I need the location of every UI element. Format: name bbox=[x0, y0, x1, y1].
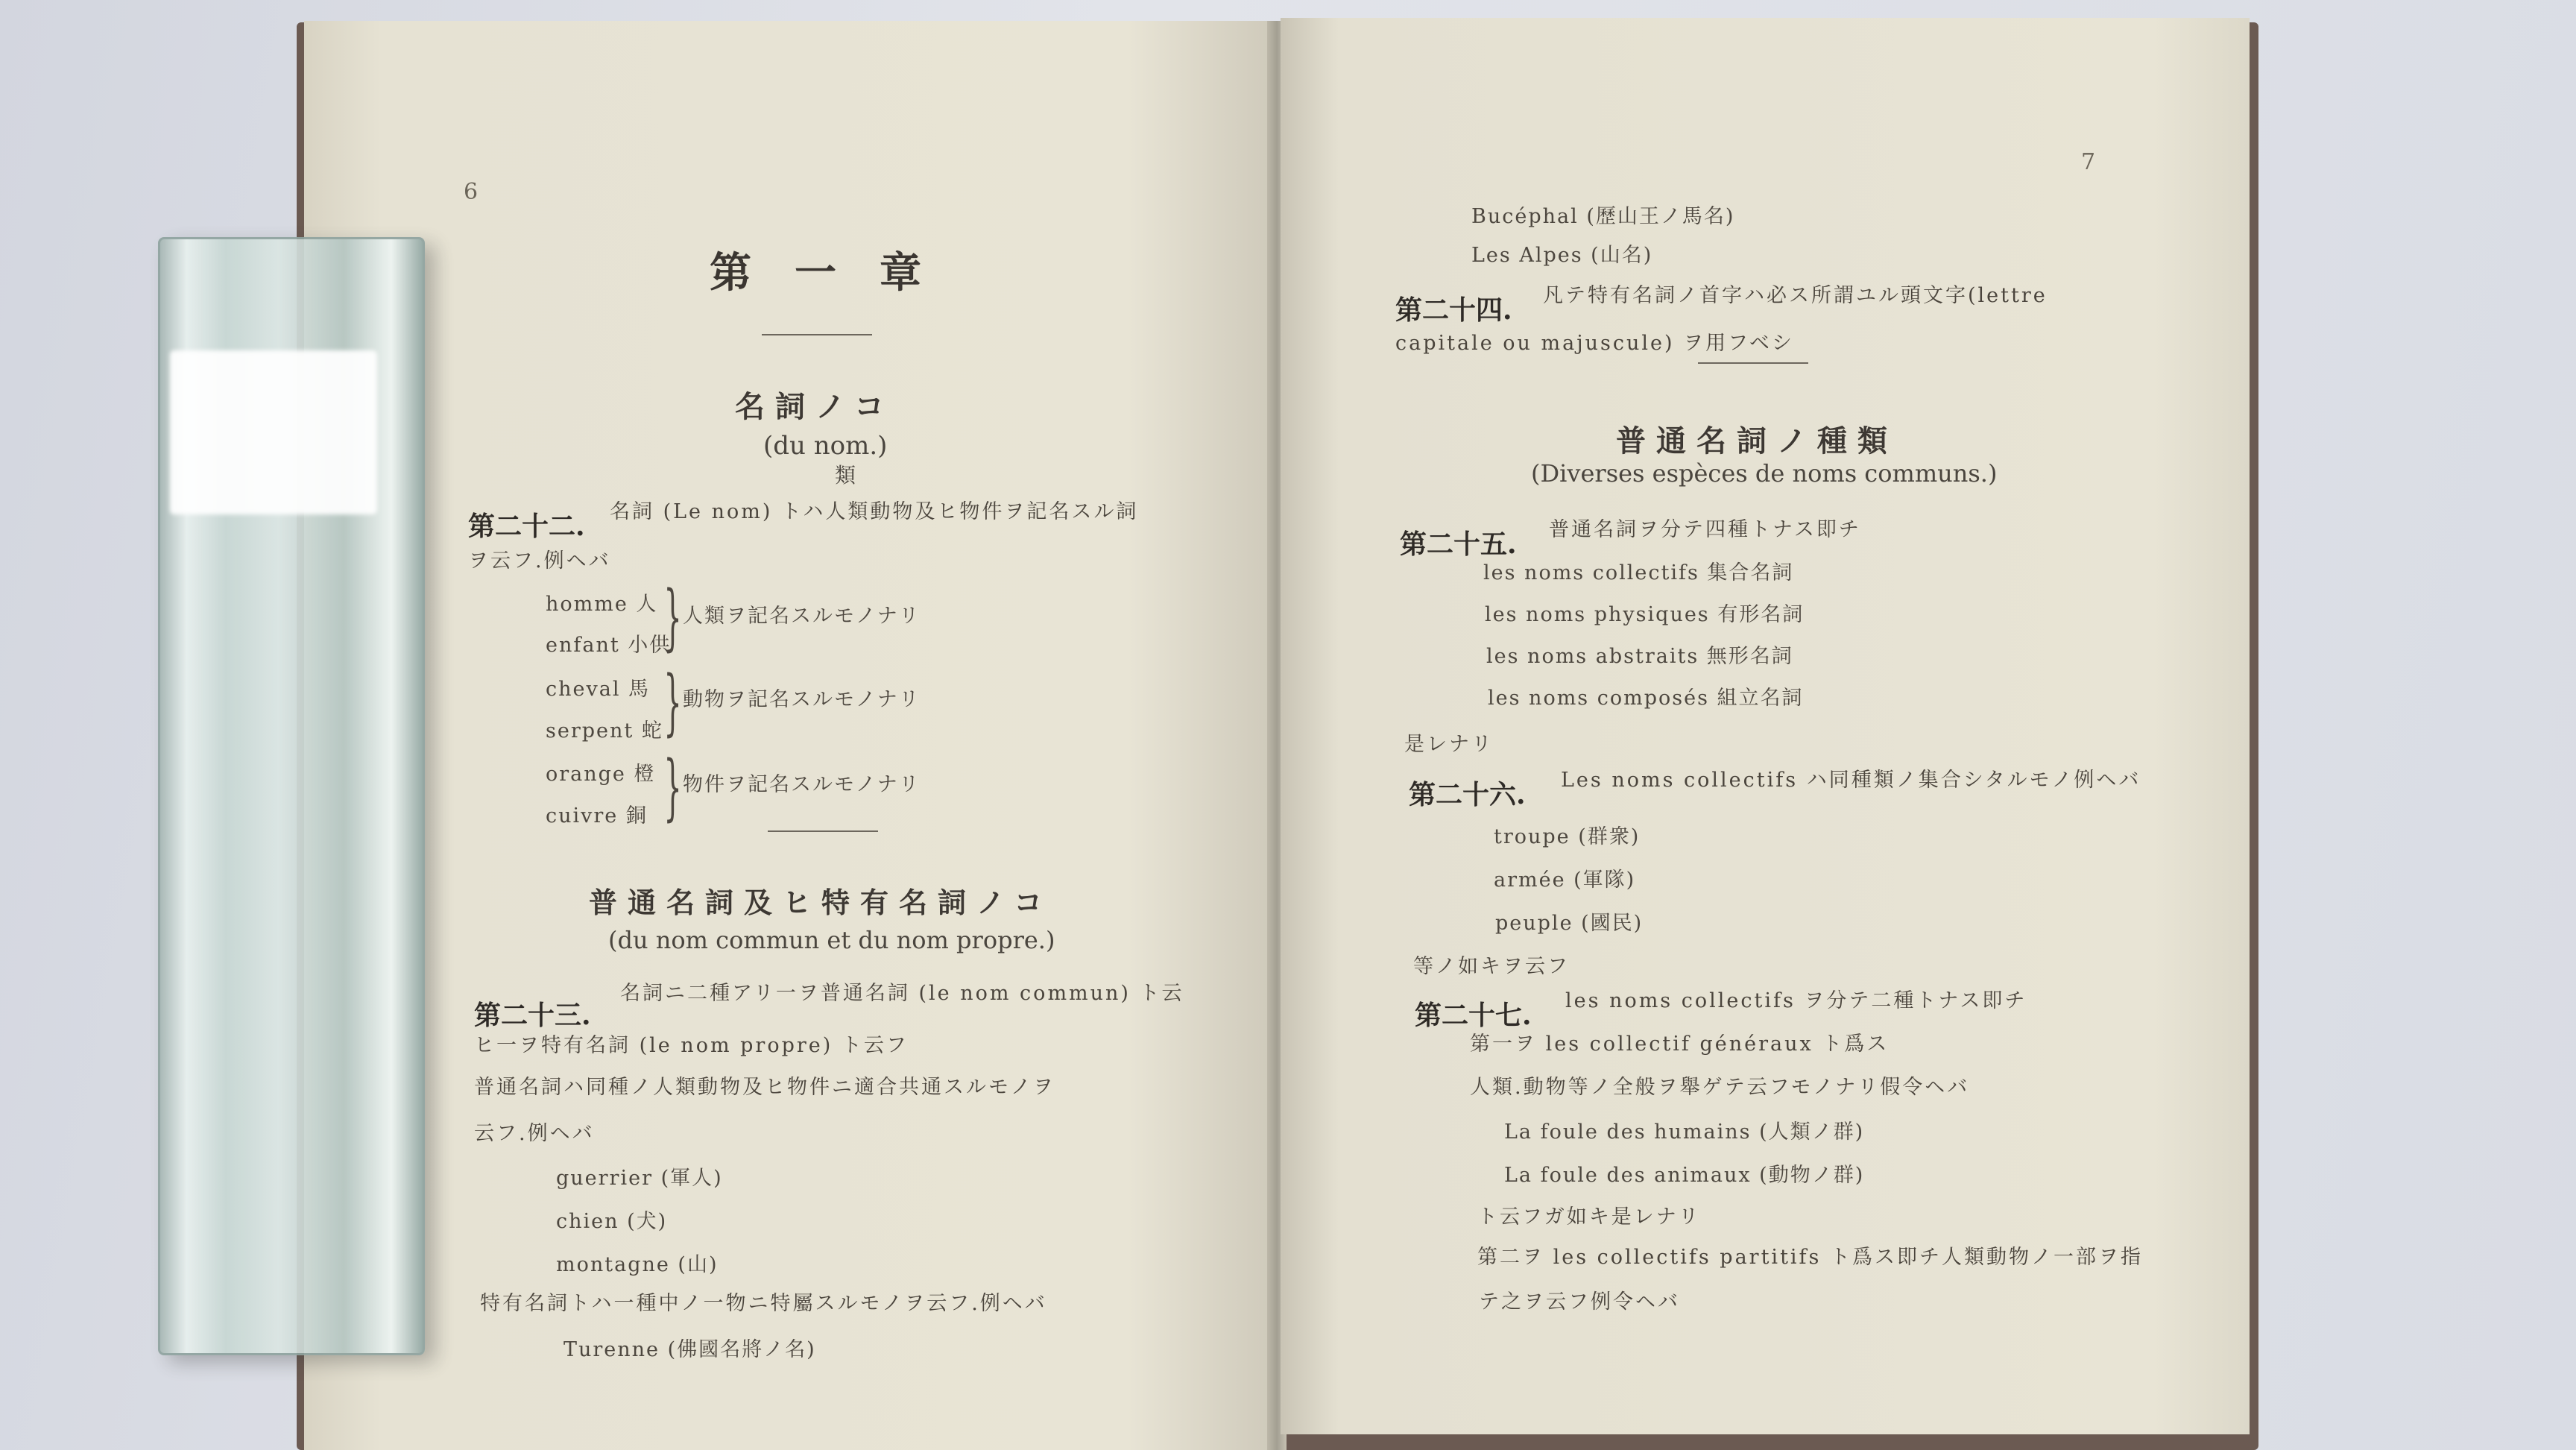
divider bbox=[1698, 362, 1808, 364]
list-item: les noms collectifs 集合名詞 bbox=[1483, 561, 1794, 584]
list-item: les noms composés 組立名詞 bbox=[1488, 687, 1804, 710]
paragraph-number: 第二十二. bbox=[468, 511, 585, 542]
group-description: 人類ヲ記名スルモノナリ bbox=[683, 605, 921, 628]
paragraph-text: les noms collectifs ヲ分テ二種トナス即チ bbox=[1565, 989, 2027, 1012]
paragraph-text: 第二ヲ les collectifs partitifs ト爲ス即チ人類動物ノ一部ヲ指 bbox=[1477, 1246, 2143, 1269]
example-word: Les Alpes (山名) bbox=[1471, 244, 1653, 267]
brace-symbol: } bbox=[663, 576, 682, 659]
paragraph-text: 名詞ニ二種アリ一ヲ普通名詞 (le nom commun) ト云 bbox=[620, 982, 1184, 1005]
list-item: les noms physiques 有形名詞 bbox=[1485, 603, 1805, 626]
paragraph-number: 第二十三. bbox=[474, 1000, 591, 1031]
example-word: chien (犬) bbox=[556, 1210, 668, 1233]
paragraph-text: Les noms collectifs ハ同種類ノ集合シタルモノ例ヘバ bbox=[1561, 769, 2141, 792]
section-subtitle: (Diverses espèces de noms communs.) bbox=[1531, 459, 1998, 488]
paragraph-text: 云フ.例ヘバ bbox=[474, 1122, 595, 1145]
section-subtitle: (du nom commun et du nom propre.) bbox=[608, 926, 1055, 954]
paragraph-text: ヒ一ヲ特有名詞 (le nom propre) ト云フ bbox=[474, 1034, 909, 1057]
divider bbox=[762, 334, 872, 335]
paragraph-text: 人類.動物等ノ全般ヲ舉ゲテ云フモノナリ假令ヘバ bbox=[1470, 1076, 1970, 1099]
paragraph-number: 第二十四. bbox=[1395, 294, 1512, 326]
paragraph-text: capitale ou majuscule) ヲ用フベシ bbox=[1395, 332, 1794, 355]
paragraph-text: 第一ヲ les collectif généraux ト爲ス bbox=[1470, 1033, 1890, 1056]
example-word: La foule des humains (人類ノ群) bbox=[1504, 1120, 1865, 1144]
paragraph-text: 名詞 (Le nom) トハ人類動物及ヒ物件ヲ記名スル詞 bbox=[610, 500, 1139, 523]
paragraph-text: 普通名詞ヲ分テ四種トナス即チ bbox=[1549, 518, 1861, 541]
group-description: 物件ヲ記名スルモノナリ bbox=[683, 773, 921, 796]
example-word: cheval 馬 bbox=[546, 678, 651, 701]
section-subtitle: (du nom.) bbox=[763, 431, 888, 461]
paragraph-number: 第二十七. bbox=[1415, 1000, 1532, 1031]
group-description: 動物ヲ記名スルモノナリ bbox=[683, 688, 921, 711]
example-word: armée (軍隊) bbox=[1494, 869, 1636, 892]
page-number: 6 bbox=[464, 179, 479, 205]
divider bbox=[768, 830, 878, 832]
list-item: les noms abstraits 無形名詞 bbox=[1486, 645, 1793, 668]
paragraph-text: 凡テ特有名詞ノ首字ハ必ス所謂ユル頭文字(lettre bbox=[1543, 284, 2048, 307]
example-word: enfant 小供 bbox=[546, 634, 672, 657]
right-page bbox=[1281, 18, 2250, 1434]
paragraph-text: 普通名詞ハ同種ノ人類動物及ヒ物件ニ適合共通スルモノヲ bbox=[474, 1076, 1055, 1099]
paragraph-number: 第二十六. bbox=[1409, 779, 1526, 810]
brace-symbol: } bbox=[663, 661, 682, 744]
example-word: montagne (山) bbox=[556, 1253, 719, 1276]
example-word: peuple (國民) bbox=[1495, 912, 1644, 935]
example-word: Bucéphal (歷山王ノ馬名) bbox=[1471, 205, 1735, 228]
page-number: 7 bbox=[2081, 149, 2096, 175]
brace-symbol: } bbox=[663, 746, 682, 829]
section-title: 名詞ノコ bbox=[735, 389, 894, 424]
example-word: La foule des animaux (動物ノ群) bbox=[1504, 1164, 1865, 1187]
light-reflection bbox=[170, 350, 377, 514]
left-page bbox=[304, 21, 1273, 1450]
example-word: cuivre 銅 bbox=[546, 804, 648, 828]
example-word: Turenne (佛國名將ノ名) bbox=[564, 1338, 816, 1361]
section-title: 普通名詞ノ種類 bbox=[1616, 423, 1898, 458]
example-word: guerrier (軍人) bbox=[556, 1167, 723, 1190]
example-word: homme 人 bbox=[546, 593, 658, 616]
section-title: 普通名詞及ヒ特有名詞ノコ bbox=[589, 886, 1053, 919]
chapter-title: 第一章 bbox=[710, 248, 965, 297]
paragraph-text: 等ノ如キヲ云フ bbox=[1413, 955, 1570, 978]
paragraph-text: 是レナリ bbox=[1404, 733, 1494, 756]
paragraph-number: 第二十五. bbox=[1400, 529, 1517, 560]
paragraph-text: ヲ云フ.例ヘバ bbox=[468, 549, 611, 573]
example-word: orange 橙 bbox=[546, 763, 656, 786]
paragraph-text: ト云フガ如キ是レナリ bbox=[1477, 1205, 1701, 1229]
marginal-note: 類 bbox=[835, 463, 856, 488]
paragraph-text: 特有名詞トハ一種中ノ一物ニ特屬スルモノヲ云フ.例ヘバ bbox=[480, 1292, 1047, 1315]
example-word: troupe (群衆) bbox=[1494, 825, 1641, 848]
example-word: serpent 蛇 bbox=[546, 719, 663, 743]
paragraph-text: テ之ヲ云フ例令ヘバ bbox=[1479, 1290, 1680, 1314]
